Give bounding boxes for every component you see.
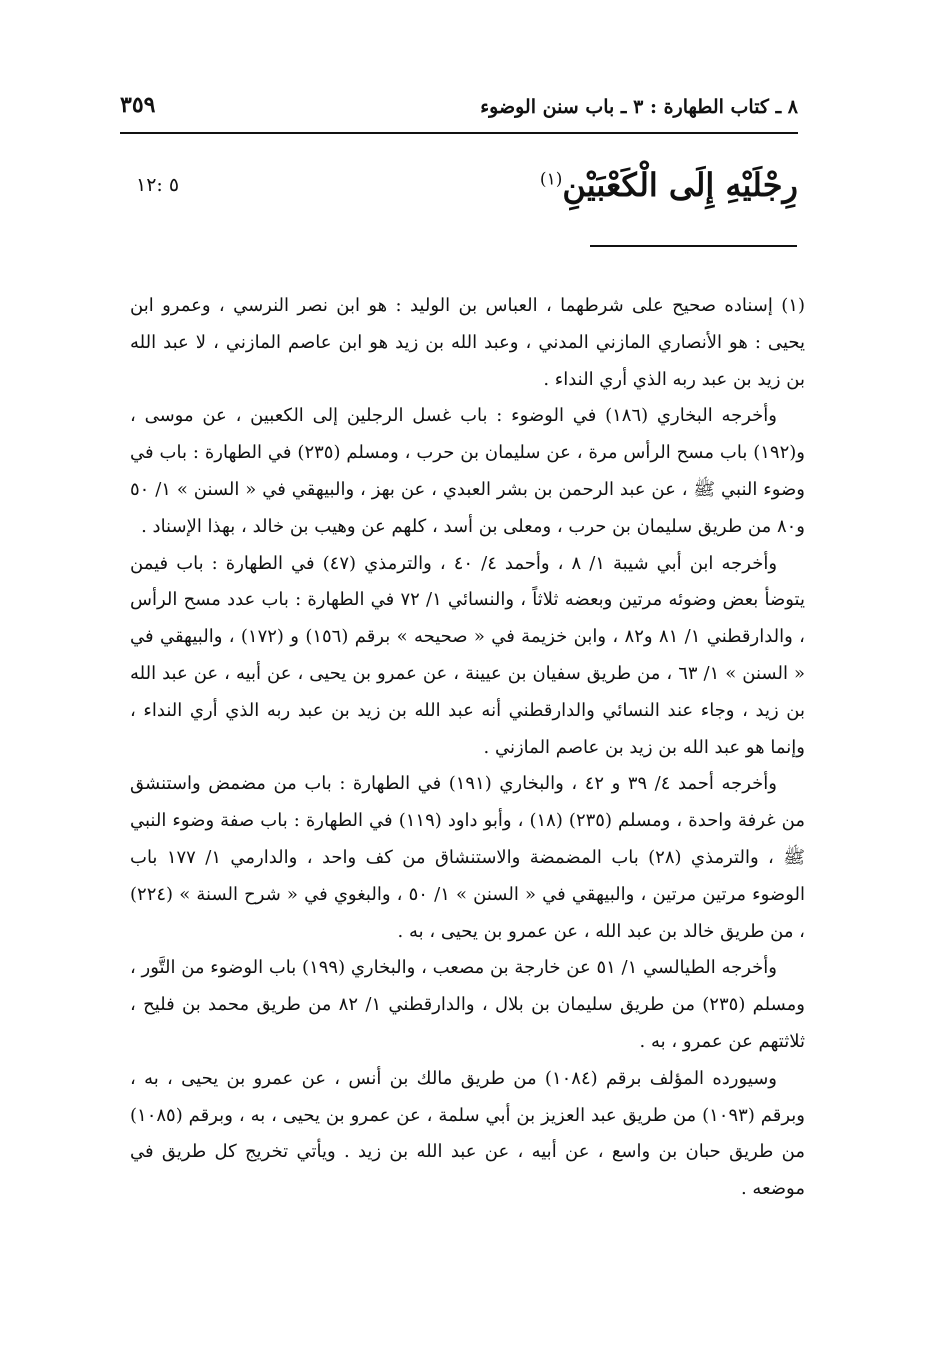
footnote-text: إسناده صحيح على شرطهما ، العباس بن الوليد : هو ابن نصر النرسي ، وعمرو ابن يحيى : هو الأنصاري المازني المدني ، وعبد الله بن زيد هو ابن عاصم المازني ، لا عبد الله بن زيد بن عبد ربه الذي أري النداء . — [130, 295, 805, 390]
footnote-paragraph-3: وأخرجه ابن أبي شيبة ١/ ٨ ، وأحمد ٤/ ٤٠ ، والترمذي (٤٧) في الطهارة : باب فيمن يتوضأ بعض وضوئه مرتين وبعضه ثلاثاً ، والنسائي ١/ ٧٢ في الطهارة : باب عدد مسح الرأس ، والدارقطني ١/ ٨١ و٨٢ ، وابن خزيمة في « صحيحه » برقم (١٥٦) و (١٧٢) ، والبيهقي في « السنن » ١/ ٦٣ ، من طريق سفيان بن عيينة ، عن عمرو بن يحيى ، عن أبيه ، عن عبد الله بن زيد ، وجاء عند النسائي والدارقطني أنه عبد الله بن زيد بن عبد ربه الذي أري النداء ، وإنما هو عبد الله بن زيد بن عاصم المازني . — [130, 552, 805, 758]
running-title: ٨ ـ كتاب الطهارة : ٣ ـ باب سنن الوضوء — [480, 96, 798, 118]
footnote-paragraph-6: وسيورده المؤلف برقم (١٠٨٤) من طريق مالك بن أنس ، عن عمرو بن يحيى ، به ، وبرقم (١٠٩٣) من طريق عبد العزيز بن أبي سلمة ، عن عمرو بن يحيى ، به ، وبرقم (١٠٨٥) من طريق حبان بن واسع ، عن أبيه ، عن عبد الله بن زيد . ويأتي تخريج كل طريق في موضعه . — [130, 1067, 805, 1200]
hadith-reference: ٥ :١٢ — [136, 174, 180, 196]
footnote-paragraph-5: وأخرجه الطيالسي ١/ ٥١ عن خارجة بن مصعب ، والبخاري (١٩٩) باب الوضوء من التَّور ، ومسلم (٢٣٥) من طريق سليمان بن بلال ، والدارقطني ١/ ٨٢ من طريق محمد بن فليح ، ثلاثتهم عن عمرو ، به . — [130, 957, 805, 1052]
footnote-paragraph-4: وأخرجه أحمد ٤/ ٣٩ و ٤٢ ، والبخاري (١٩١) في الطهارة : باب من مضمض واستنشق من غرفة واحدة ، ومسلم (٢٣٥) (١٨) ، وأبو داود (١١٩) في الطهارة : باب صفة وضوء النبي ﷺ ، والترمذي (٢٨) باب المضمضة والاستنشاق من كف واحد ، والدارمي ١/ ١٧٧ باب الوضوء مرتين مرتين ، والبيهقي في « السنن » ١/ ٥٠ ، والبغوي في « شرح السنة » (٢٢٤) ، من طريق خالد بن عبد الله ، عن عمرو بن يحيى ، به . — [130, 773, 805, 942]
footnote-paragraph-1 — [130, 288, 805, 398]
hadith-text-body: رِجْلَيْهِ إِلَى الْكَعْبَيْنِ — [562, 166, 798, 204]
footnote-marker: (١) — [539, 169, 563, 190]
page-header — [120, 90, 798, 134]
hadith-text — [540, 166, 798, 204]
footnote-separator — [590, 245, 797, 247]
footnotes-section — [130, 288, 805, 1298]
hadith-text-line — [120, 160, 798, 216]
footnote-paragraph-2: وأخرجه البخاري (١٨٦) في الوضوء : باب غسل الرجلين إلى الكعبين ، عن موسى ، و(١٩٢) باب مسح الرأس مرة ، عن سليمان بن حرب ، ومسلم (٢٣٥) في الطهارة : باب في وضوء النبي ﷺ ، عن عبد الرحمن بن بشر العبدي ، عن بهز ، والبيهقي في « السنن » ١/ ٥٠ و٨٠ من طريق سليمان بن حرب ، ومعلى بن أسد ، كلهم عن وهيب بن خالد ، بهذا الإسناد . — [130, 405, 805, 537]
footnote-number: (١) — [781, 295, 805, 316]
page-number: ٣٥٩ — [120, 92, 156, 118]
